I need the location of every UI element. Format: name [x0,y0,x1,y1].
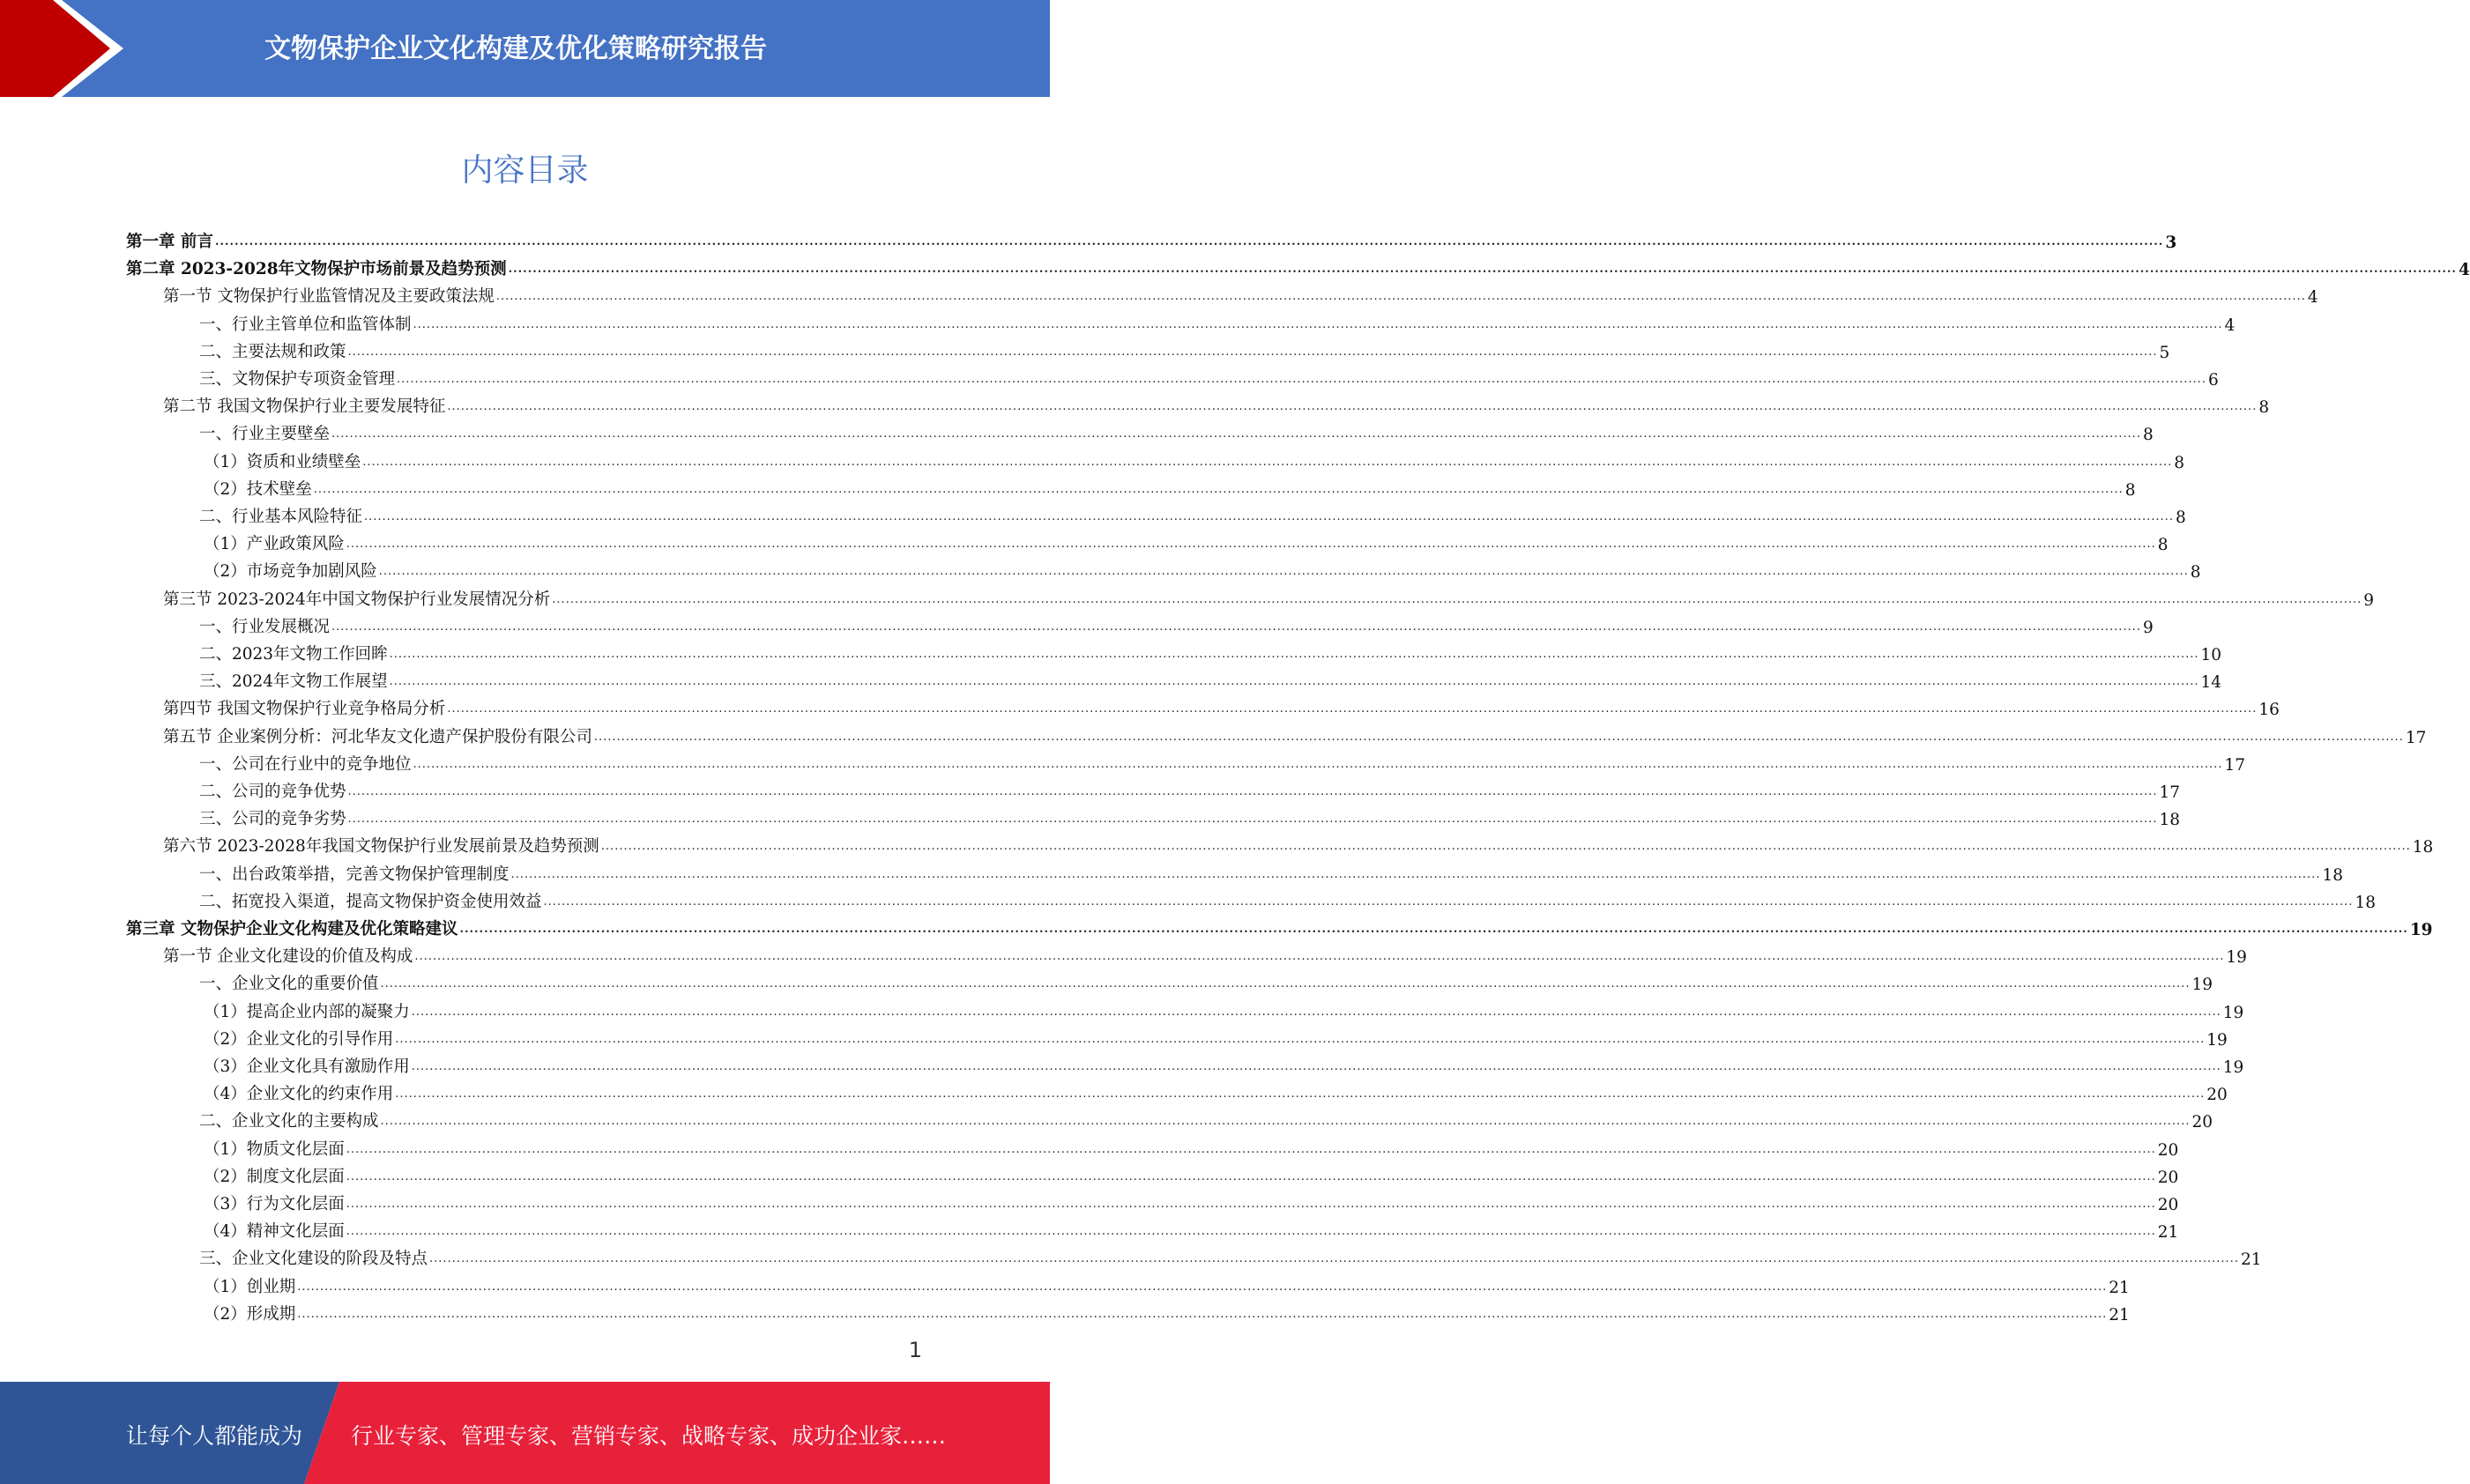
toc-leader-dots: ................................................................................................................................................................................................................................................................................................................................................................................................................ [380,1115,2191,1129]
toc-entry-label: （2）形成期 [204,1304,296,1324]
toc-entry-page: 8 [2157,536,2169,555]
toc-entry-page: 6 [2207,371,2219,390]
toc-leader-dots: ................................................................................................................................................................................................................................................................................................................................................................................................................ [397,373,2206,386]
toc-entry-page: 21 [2240,1250,2262,1270]
toc-title: 内容目录 [461,152,589,189]
toc-entry-page: 19 [2206,1030,2228,1050]
toc-entry-label: （2）市场竞争加剧风险 [204,562,377,582]
toc-entry-page: 20 [2206,1086,2228,1105]
toc-entry-label: （1）产业政策风险 [204,535,345,554]
toc-leader-dots: ................................................................................................................................................................................................................................................................................................................................................................................................................ [510,867,2321,881]
toc-entry-page: 5 [2159,343,2170,362]
toc-entry-page: 21 [2109,1278,2130,1297]
toc-entry[interactable] [204,1050,2244,1077]
toc-entry[interactable] [199,857,2343,885]
toc-leader-dots: ................................................................................................................................................................................................................................................................................................................................................................................................................ [346,1198,2156,1211]
toc-entry-label: 一、行业主管单位和监管体制 [199,315,412,334]
toc-entry[interactable] [199,1242,2262,1270]
toc-leader-dots: ................................................................................................................................................................................................................................................................................................................................................................................................................ [593,730,2404,744]
toc-entry-label: （2）企业文化的引导作用 [204,1029,394,1049]
toc-entry[interactable] [199,637,2222,664]
toc-leader-dots: ................................................................................................................................................................................................................................................................................................................................................................................................................ [389,648,2199,661]
toc-entry[interactable] [204,527,2169,555]
toc-leader-dots: ................................................................................................................................................................................................................................................................................................................................................................................................................ [364,510,2174,523]
toc-entry[interactable] [199,1104,2213,1132]
toc-entry-page: 14 [2200,673,2222,693]
toc-entry-page: 8 [2124,480,2136,500]
toc-entry-page: 4 [2307,288,2318,308]
toc-entry-page: 19 [2191,976,2213,995]
footer-slogan-right: 行业专家、管理专家、营销专家、战略专家、成功企业家…… [351,1423,947,1449]
toc-entry-page: 10 [2200,646,2222,664]
toc-entry[interactable] [204,445,2184,472]
toc-entry-page: 4 [2224,315,2236,335]
toc-leader-dots: ................................................................................................................................................................................................................................................................................................................................................................................................................ [378,565,2189,579]
toc-entry[interactable] [199,610,2154,637]
toc-entry[interactable] [204,1022,2228,1050]
toc-leader-dots: ................................................................................................................................................................................................................................................................................................................................................................................................................ [214,235,2164,249]
toc-entry[interactable] [163,939,2247,968]
toc-entry-page: 18 [2355,893,2376,912]
toc-leader-dots: ................................................................................................................................................................................................................................................................................................................................................................................................................ [346,1225,2156,1239]
toc-entry-label: 第三章 文物保护企业文化构建及优化策略建议 [126,920,458,939]
toc-entry-page: 3 [2165,234,2177,252]
toc-entry-label: 一、企业文化的重要价值 [199,975,379,994]
toc-entry-page: 19 [2226,948,2247,968]
toc-entry-label: （2）制度文化层面 [204,1167,345,1186]
toc-entry-label: 第一节 企业文化建设的价值及构成 [163,947,413,967]
toc-entry-page: 21 [2157,1223,2179,1243]
footer-banner [0,1382,1050,1484]
toc-leader-dots: ................................................................................................................................................................................................................................................................................................................................................................................................................ [495,290,2306,304]
toc-leader-dots: ................................................................................................................................................................................................................................................................................................................................................................................................................ [313,482,2124,496]
toc-entry-page: 17 [2159,783,2180,802]
toc-entry-page: 9 [2363,590,2375,610]
toc-entry[interactable] [163,390,2270,418]
toc-entry-label: 一、出台政策举措，完善文物保护管理制度 [199,864,510,884]
toc-entry-label: 三、公司的竞争劣势 [199,810,346,829]
toc-entry-page: 19 [2222,1058,2244,1077]
toc-leader-dots: ................................................................................................................................................................................................................................................................................................................................................................................................................ [429,1252,2239,1266]
toc-entry[interactable] [199,362,2219,390]
toc-entry-label: 二、主要法规和政策 [199,342,346,361]
toc-entry-label: 第二节 我国文物保护行业主要发展特征 [163,397,446,417]
toc-entry-label: 三、文物保护专项资金管理 [199,370,396,389]
toc-leader-dots: ................................................................................................................................................................................................................................................................................................................................................................................................................ [508,263,2457,277]
toc-entry-label: 第一章 前言 [126,233,213,251]
toc-entry-label: 第六节 2023-2028年我国文物保护行业发展前景及趋势预测 [163,837,599,857]
toc-entry[interactable] [204,472,2136,500]
toc-leader-dots: ................................................................................................................................................................................................................................................................................................................................................................................................................ [552,592,2362,606]
toc-entry-label: 二、2023年文物工作回眸 [199,645,388,664]
toc-leader-dots: ................................................................................................................................................................................................................................................................................................................................................................................................................ [411,1060,2221,1073]
toc-entry-label: 第三节 2023-2024年中国文物保护行业发展情况分析 [163,590,551,609]
toc-leader-dots: ................................................................................................................................................................................................................................................................................................................................................................................................................ [347,345,2158,359]
toc-entry[interactable] [126,912,2433,939]
toc-entry[interactable] [199,335,2170,362]
toc-leader-dots: ................................................................................................................................................................................................................................................................................................................................................................................................................ [447,702,2258,716]
toc-entry[interactable] [163,829,2434,857]
toc-entry[interactable] [204,1077,2228,1105]
toc-entry-label: 二、公司的竞争优势 [199,783,346,801]
toc-entry-page: 20 [2157,1196,2179,1214]
toc-entry-page: 19 [2222,1003,2244,1022]
toc-leader-dots: ................................................................................................................................................................................................................................................................................................................................................................................................................ [347,785,2158,798]
toc-entry-page: 18 [2412,838,2434,857]
toc-entry[interactable] [199,417,2154,445]
footer-slogan-left: 让每个人都能成为 [126,1423,303,1449]
toc-entry-page: 8 [2142,426,2154,445]
toc-leader-dots: ................................................................................................................................................................................................................................................................................................................................................................................................................ [346,538,2156,552]
toc-entry-label: （1）资质和业绩壁垒 [204,452,361,471]
toc-leader-dots: ................................................................................................................................................................................................................................................................................................................................................................................................................ [600,840,2411,854]
toc-entry-page: 16 [2258,701,2280,720]
toc-leader-dots: ................................................................................................................................................................................................................................................................................................................................................................................................................ [413,757,2223,771]
toc-leader-dots: ................................................................................................................................................................................................................................................................................................................................................................................................................ [297,1280,2108,1294]
toc-leader-dots: ................................................................................................................................................................................................................................................................................................................................................................................................................ [395,1032,2206,1046]
toc-entry-page: 9 [2142,618,2154,637]
toc-entry[interactable] [126,252,2470,280]
toc-entry-label: （3）行为文化层面 [204,1195,345,1213]
toc-leader-dots: ................................................................................................................................................................................................................................................................................................................................................................................................................ [380,977,2191,991]
toc-entry[interactable] [163,582,2375,610]
toc-entry-label: 第四节 我国文物保护行业竞争格局分析 [163,700,446,719]
toc-entry[interactable] [204,554,2201,582]
toc-entry-page: 18 [2159,811,2180,830]
toc-entry-label: （1）提高企业内部的凝聚力 [204,1002,410,1021]
toc-leader-dots: ................................................................................................................................................................................................................................................................................................................................................................................................................ [346,1142,2156,1156]
toc-entry[interactable] [204,1270,2130,1297]
toc-entry[interactable] [199,500,2186,527]
toc-leader-dots: ................................................................................................................................................................................................................................................................................................................................................................................................................ [543,894,2354,909]
toc-entry-label: （1）创业期 [204,1277,296,1296]
toc-entry[interactable] [199,664,2222,693]
toc-entry[interactable] [204,1297,2130,1324]
toc-entry-page: 8 [2175,508,2186,527]
toc-entry-page: 8 [2258,398,2270,418]
header-banner [0,0,1050,97]
toc-entry[interactable] [204,1187,2179,1214]
toc-entry-label: 第一节 文物保护行业监管情况及主要政策法规 [163,287,495,307]
toc-entry-label: 二、行业基本风险特征 [199,508,363,526]
toc-entry[interactable] [199,775,2180,802]
toc-leader-dots: ................................................................................................................................................................................................................................................................................................................................................................................................................ [395,1087,2206,1102]
toc-leader-dots: ................................................................................................................................................................................................................................................................................................................................................................................................................ [414,950,2225,964]
toc-entry[interactable] [199,885,2376,912]
toc-leader-dots: ................................................................................................................................................................................................................................................................................................................................................................................................................ [362,455,2173,469]
toc-entry-page: 17 [2224,755,2245,775]
toc-entry-label: 第五节 企业案例分析：河北华友文化遗产保护股份有限公司 [163,727,592,746]
toc-entry[interactable] [204,995,2244,1022]
toc-entry[interactable] [204,1160,2179,1187]
toc-leader-dots: ................................................................................................................................................................................................................................................................................................................................................................................................................ [347,812,2158,827]
toc-leader-dots: ................................................................................................................................................................................................................................................................................................................................................................................................................ [459,923,2408,936]
toc-entry-page: 21 [2109,1305,2130,1324]
toc-entry-page: 20 [2191,1113,2213,1132]
toc-entry-label: 一、公司在行业中的竞争地位 [199,754,412,774]
report-title: 文物保护企业文化构建及优化策略研究报告 [264,33,767,64]
toc-entry-label: 二、拓宽投入渠道，提高文物保护资金使用效益 [199,892,542,911]
toc-entry-label: 一、行业主要壁垒 [199,425,331,444]
toc-entry-label: 三、企业文化建设的阶段及特点 [199,1250,428,1269]
toc-leader-dots: ................................................................................................................................................................................................................................................................................................................................................................................................................ [346,1169,2156,1183]
toc-entry-page: 4 [2458,261,2470,280]
toc-entry-label: （3）企业文化具有激励作用 [204,1057,410,1076]
toc-entry-label: （4）精神文化层面 [204,1222,345,1242]
toc-leader-dots: ................................................................................................................................................................................................................................................................................................................................................................................................................ [297,1307,2108,1321]
toc-entry[interactable] [199,308,2236,335]
toc-entry[interactable] [204,1132,2179,1160]
toc-entry[interactable] [163,720,2427,747]
toc-entry-label: （4）企业文化的约束作用 [204,1085,394,1104]
toc-entry-page: 20 [2157,1168,2179,1187]
toc-entry[interactable] [199,802,2180,830]
toc-entry-label: 二、企业文化的主要构成 [199,1112,379,1132]
toc-entry-label: 一、行业发展概况 [199,617,331,636]
toc-entry-page: 19 [2409,921,2433,939]
toc-entry-page: 18 [2322,865,2343,885]
toc-leader-dots: ................................................................................................................................................................................................................................................................................................................................................................................................................ [447,400,2258,414]
toc-entry-page: 17 [2405,728,2427,747]
toc-entry-label: （2）技术壁垒 [204,479,312,499]
toc-entry[interactable] [199,747,2245,775]
toc-entry-page: 8 [2174,453,2184,472]
toc-leader-dots: ................................................................................................................................................................................................................................................................................................................................................................................................................ [413,317,2223,331]
toc-leader-dots: ................................................................................................................................................................................................................................................................................................................................................................................................................ [331,427,2141,441]
toc-leader-dots: ................................................................................................................................................................................................................................................................................................................................................................................................................ [389,675,2199,689]
toc-leader-dots: ................................................................................................................................................................................................................................................................................................................................................................................................................ [411,1005,2221,1019]
toc-entry[interactable] [204,1214,2179,1243]
toc-entry-label: 三、2024年文物工作展望 [199,672,388,692]
toc-entry[interactable] [126,225,2177,252]
page-number: 1 [908,1338,922,1362]
toc-leader-dots: ................................................................................................................................................................................................................................................................................................................................................................................................................ [331,620,2141,634]
toc-entry[interactable] [163,279,2318,308]
toc-entry-page: 8 [2190,563,2201,582]
toc-entry[interactable] [163,692,2280,720]
toc-entry-page: 20 [2157,1140,2179,1160]
toc-entry[interactable] [199,967,2213,995]
toc-entry-label: 第二章 2023-2028年文物保护市场前景及趋势预测 [126,260,507,279]
toc-entry-label: （1）物质文化层面 [204,1139,345,1159]
